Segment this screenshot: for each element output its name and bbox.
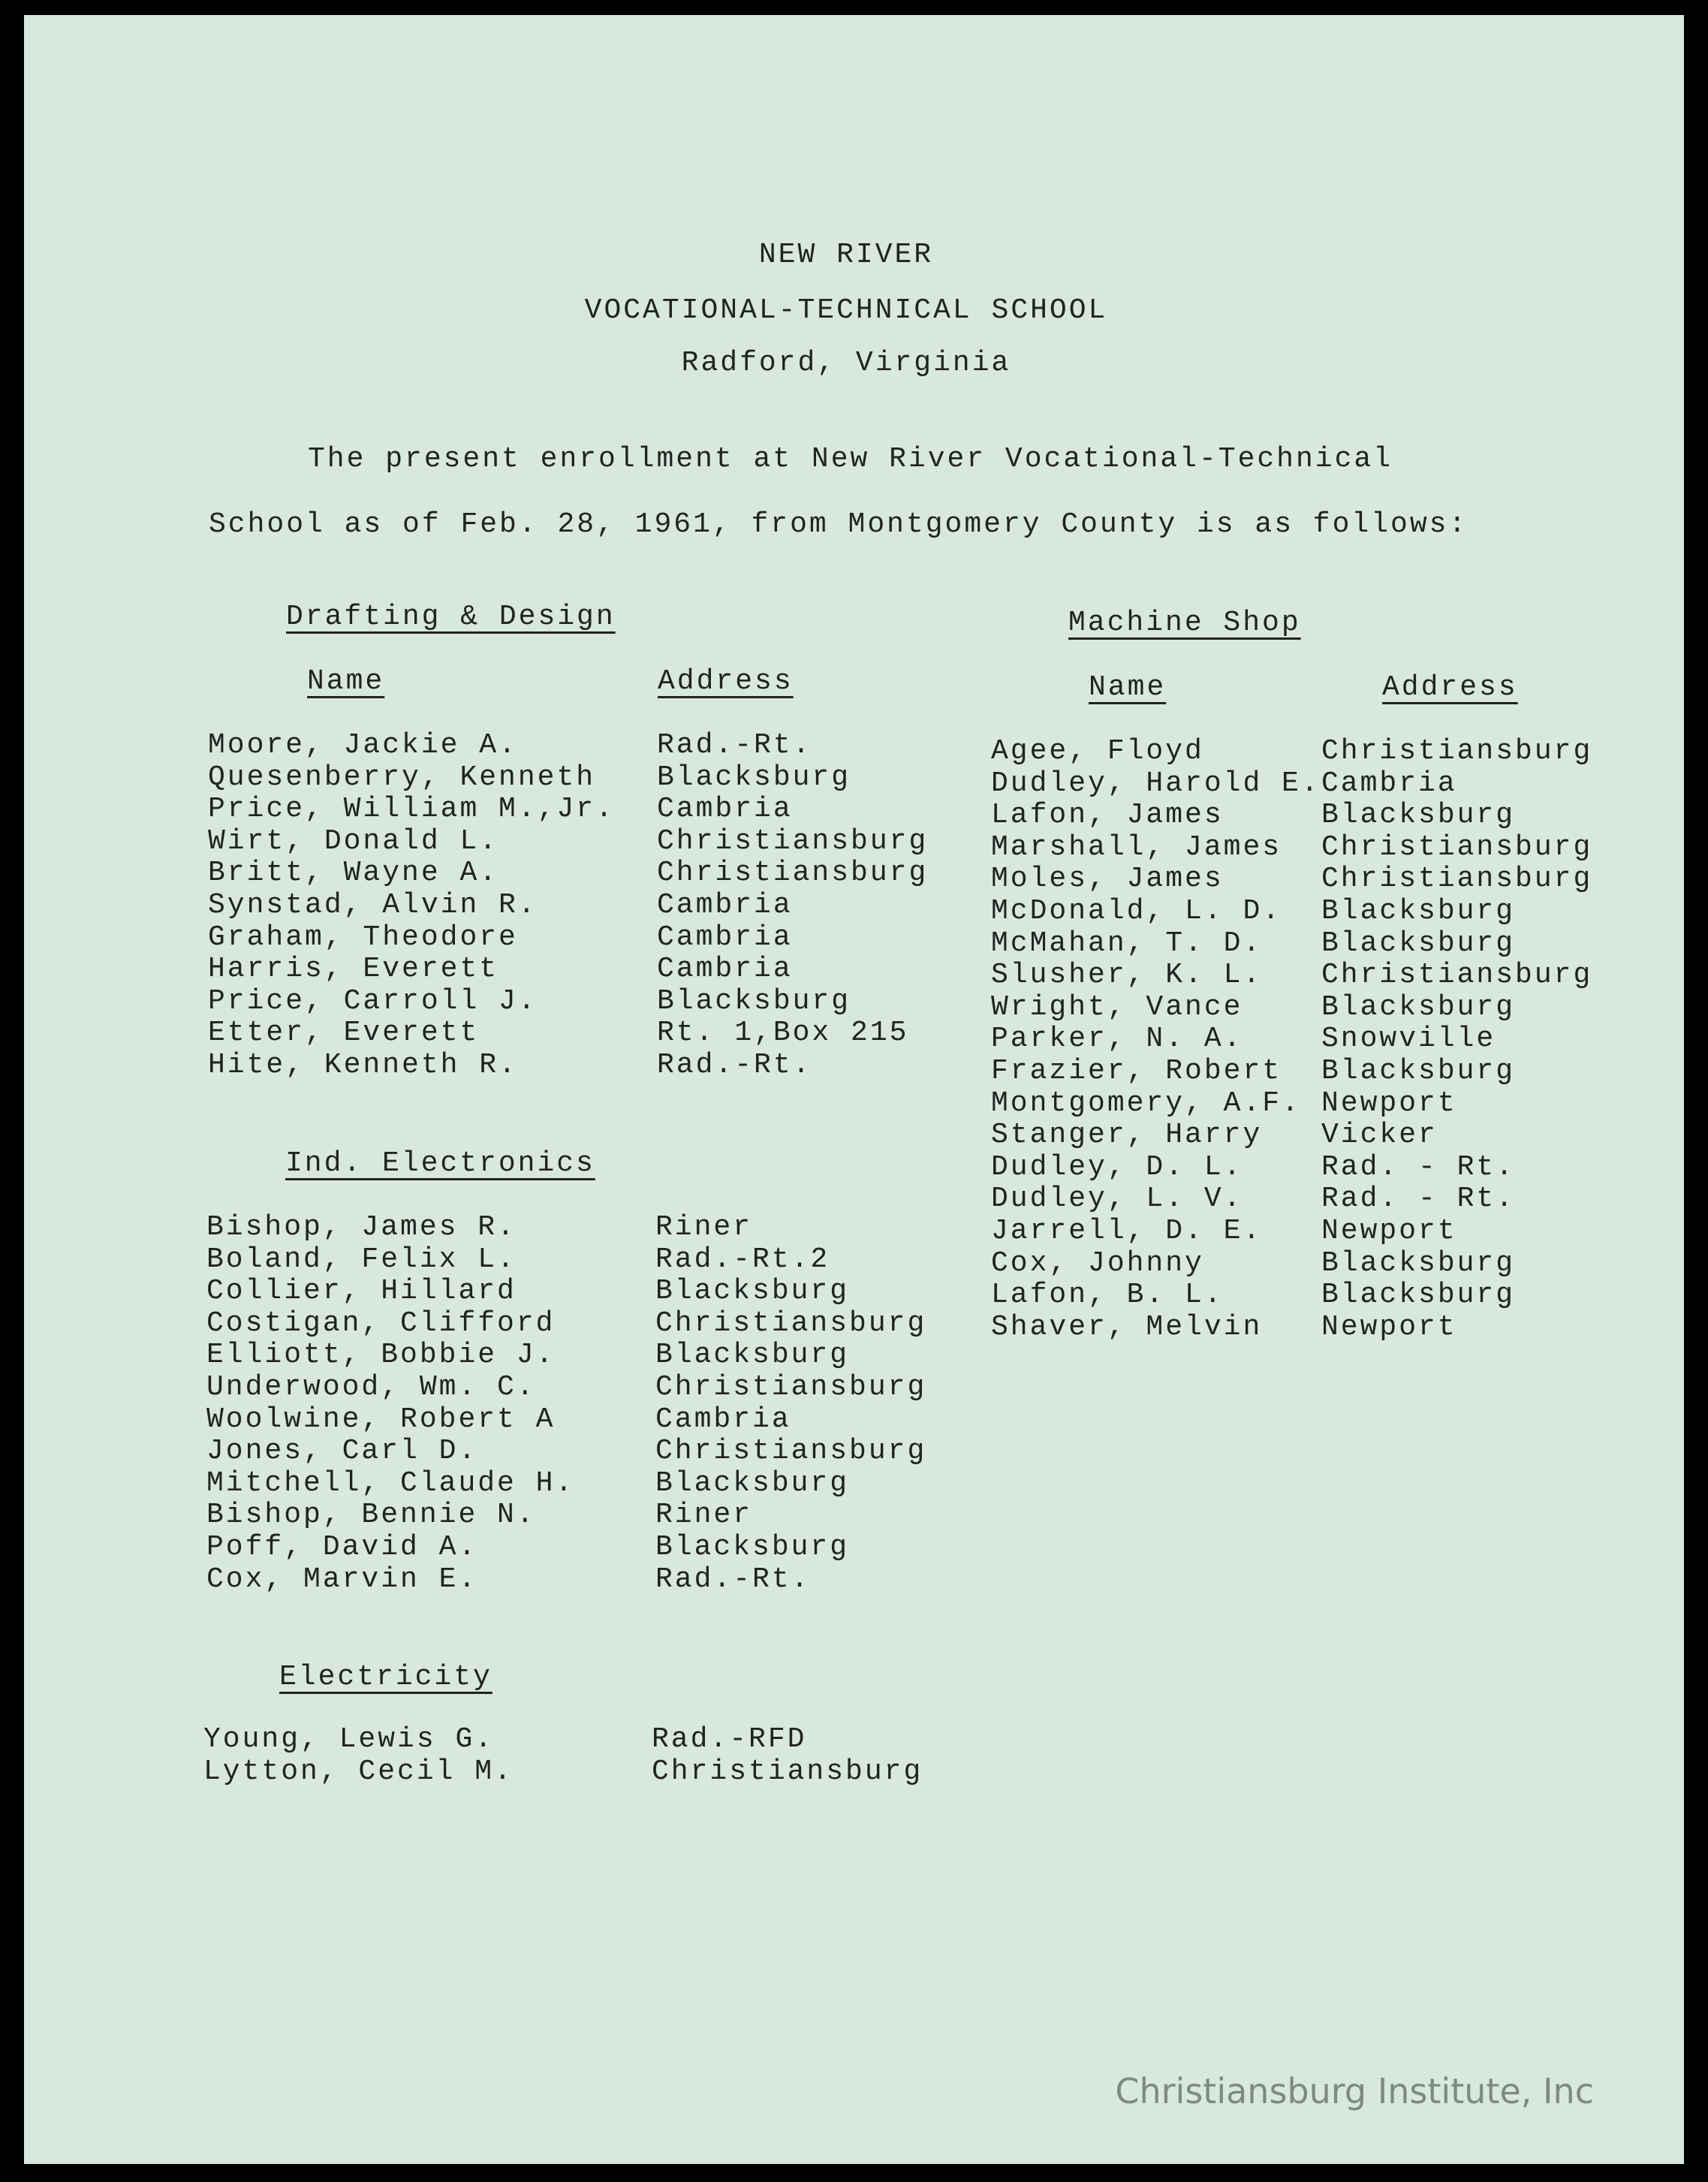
student-name: Lytton, Cecil M. bbox=[203, 1755, 514, 1788]
student-address: Cambria bbox=[1321, 767, 1457, 800]
student-address: Christiansburg bbox=[657, 857, 929, 890]
student-name: Underwood, Wm. C. bbox=[206, 1370, 536, 1403]
student-name: Synstad, Alvin R. bbox=[208, 888, 538, 921]
student-address: Christiansburg bbox=[655, 1435, 927, 1468]
student-name: McDonald, L. D. bbox=[991, 894, 1282, 927]
machine-name-header: Name bbox=[1089, 671, 1167, 704]
student-name: Montgomery, A.F. bbox=[991, 1086, 1301, 1120]
student-address: Christiansburg bbox=[652, 1755, 923, 1788]
student-address: Cambria bbox=[657, 953, 793, 986]
student-address: Rad. - Rt. bbox=[1321, 1150, 1516, 1183]
student-address: Cambria bbox=[657, 921, 793, 954]
student-name: McMahan, T. D. bbox=[991, 927, 1263, 960]
drafting-section-title: Drafting & Design bbox=[286, 601, 616, 633]
student-name: Young, Lewis G. bbox=[203, 1723, 495, 1756]
student-address: Christiansburg bbox=[655, 1306, 927, 1340]
student-address: Blacksburg bbox=[1321, 799, 1516, 832]
student-address: Christiansburg bbox=[1321, 830, 1593, 863]
student-name: Etter, Everett bbox=[208, 1017, 480, 1050]
student-address: Christiansburg bbox=[1321, 959, 1593, 992]
student-address: Newport bbox=[1321, 1310, 1457, 1343]
student-name: Collier, Hillard bbox=[206, 1275, 517, 1308]
student-name: Lafon, James bbox=[991, 799, 1224, 832]
student-name: Shaver, Melvin bbox=[991, 1310, 1263, 1343]
student-name: Harris, Everett bbox=[208, 953, 499, 986]
student-name: Woolwine, Robert A bbox=[206, 1403, 556, 1436]
student-name: Hite, Kenneth R. bbox=[208, 1048, 518, 1081]
header-location: Radford, Virginia bbox=[681, 347, 1011, 379]
student-address: Rad.-Rt. bbox=[657, 729, 812, 761]
student-name: Stanger, Harry bbox=[991, 1119, 1263, 1152]
student-address: Christiansburg bbox=[1321, 863, 1593, 896]
student-address: Newport bbox=[1321, 1086, 1457, 1120]
header-school-name: NEW RIVER bbox=[758, 239, 934, 271]
student-name: Cox, Marvin E. bbox=[206, 1563, 478, 1596]
machine-section-title: Machine Shop bbox=[1068, 607, 1301, 639]
student-address: Rt. 1,Box 215 bbox=[657, 1017, 909, 1050]
electricity-names-list bbox=[203, 1724, 514, 1788]
student-address: Christiansburg bbox=[1321, 735, 1593, 767]
electronics-addresses-list bbox=[655, 1212, 926, 1596]
header-school-type: VOCATIONAL-TECHNICAL SCHOOL bbox=[584, 294, 1108, 327]
student-address: Vicker bbox=[1321, 1119, 1438, 1152]
electricity-addresses-list bbox=[652, 1724, 923, 1788]
student-name: Quesenberry, Kenneth bbox=[208, 761, 596, 794]
student-address: Blacksburg bbox=[1321, 1054, 1516, 1087]
student-name: Britt, Wayne A. bbox=[208, 857, 499, 890]
machine-names-list bbox=[991, 736, 1321, 1343]
student-name: Lafon, B. L. bbox=[991, 1279, 1224, 1312]
student-address: Blacksburg bbox=[655, 1339, 850, 1372]
student-address: Blacksburg bbox=[655, 1466, 850, 1499]
student-address: Rad. - Rt. bbox=[1321, 1183, 1516, 1216]
student-name: Price, William M.,Jr. bbox=[208, 793, 615, 826]
student-address: Cambria bbox=[655, 1403, 791, 1436]
student-address: Christiansburg bbox=[655, 1370, 927, 1403]
student-address: Blacksburg bbox=[1321, 927, 1516, 960]
student-address: Blacksburg bbox=[1321, 1246, 1516, 1279]
student-name: Moore, Jackie A. bbox=[208, 729, 518, 761]
student-address: Christiansburg bbox=[657, 824, 929, 857]
drafting-addresses-list bbox=[657, 730, 928, 1082]
student-address: Blacksburg bbox=[655, 1275, 850, 1308]
student-name: Agee, Floyd bbox=[991, 735, 1204, 767]
student-name: Poff, David A. bbox=[206, 1530, 478, 1563]
machine-address-header: Address bbox=[1382, 671, 1518, 704]
student-address: Cambria bbox=[657, 793, 793, 826]
student-name: Mitchell, Claude H. bbox=[206, 1466, 575, 1499]
student-address: Blacksburg bbox=[657, 761, 851, 794]
student-address: Blacksburg bbox=[1321, 990, 1516, 1023]
student-address: Rad.-Rt. bbox=[657, 1048, 812, 1081]
student-name: Graham, Theodore bbox=[208, 921, 518, 954]
drafting-names-list bbox=[208, 730, 615, 1082]
student-name: Costigan, Clifford bbox=[206, 1306, 556, 1340]
electronics-names-list bbox=[206, 1212, 574, 1596]
student-address: Blacksburg bbox=[657, 984, 851, 1017]
student-name: Parker, N. A. bbox=[991, 1023, 1243, 1056]
student-address: Cambria bbox=[657, 888, 793, 921]
student-address: Rad.-RFD bbox=[652, 1723, 807, 1756]
student-name: Jarrell, D. E. bbox=[991, 1214, 1263, 1247]
student-address: Riner bbox=[655, 1499, 753, 1532]
student-name: Bishop, James R. bbox=[206, 1211, 517, 1243]
student-address: Newport bbox=[1321, 1214, 1457, 1247]
student-address: Blacksburg bbox=[655, 1530, 850, 1563]
student-address: Riner bbox=[655, 1211, 753, 1243]
student-name: Boland, Felix L. bbox=[206, 1243, 517, 1276]
document-page bbox=[24, 15, 1684, 2164]
student-address: Blacksburg bbox=[1321, 1279, 1516, 1312]
drafting-name-header: Name bbox=[307, 665, 385, 698]
machine-addresses-list bbox=[1321, 736, 1592, 1343]
watermark-text: Christiansburg Institute, Inc bbox=[1115, 2071, 1594, 2111]
student-name: Frazier, Robert bbox=[991, 1054, 1282, 1087]
student-name: Elliott, Bobbie J. bbox=[206, 1339, 556, 1372]
student-name: Dudley, D. L. bbox=[991, 1150, 1243, 1183]
student-name: Jones, Carl D. bbox=[206, 1435, 478, 1468]
student-name: Wright, Vance bbox=[991, 990, 1243, 1023]
student-address: Rad.-Rt.2 bbox=[655, 1243, 830, 1276]
student-name: Dudley, L. V. bbox=[991, 1183, 1243, 1216]
intro-line-2: School as of Feb. 28, 1961, from Montgomery County is as follows: bbox=[209, 508, 1469, 541]
electronics-section-title: Ind. Electronics bbox=[285, 1147, 595, 1180]
student-name: Bishop, Bennie N. bbox=[206, 1499, 536, 1532]
student-name: Price, Carroll J. bbox=[208, 984, 538, 1017]
intro-line-1: The present enrollment at New River Vocational-Technical bbox=[308, 443, 1393, 475]
student-name: Moles, James bbox=[991, 863, 1224, 896]
student-name: Cox, Johnny bbox=[991, 1246, 1204, 1279]
electricity-section-title: Electricity bbox=[279, 1661, 493, 1693]
student-name: Marshall, James bbox=[991, 830, 1282, 863]
student-address: Rad.-Rt. bbox=[655, 1563, 811, 1596]
drafting-address-header: Address bbox=[658, 665, 794, 698]
student-name: Slusher, K. L. bbox=[991, 959, 1263, 992]
student-address: Snowville bbox=[1321, 1023, 1496, 1056]
student-name: Dudley, Harold E. bbox=[991, 767, 1321, 800]
student-name: Wirt, Donald L. bbox=[208, 824, 499, 857]
student-address: Blacksburg bbox=[1321, 894, 1516, 927]
